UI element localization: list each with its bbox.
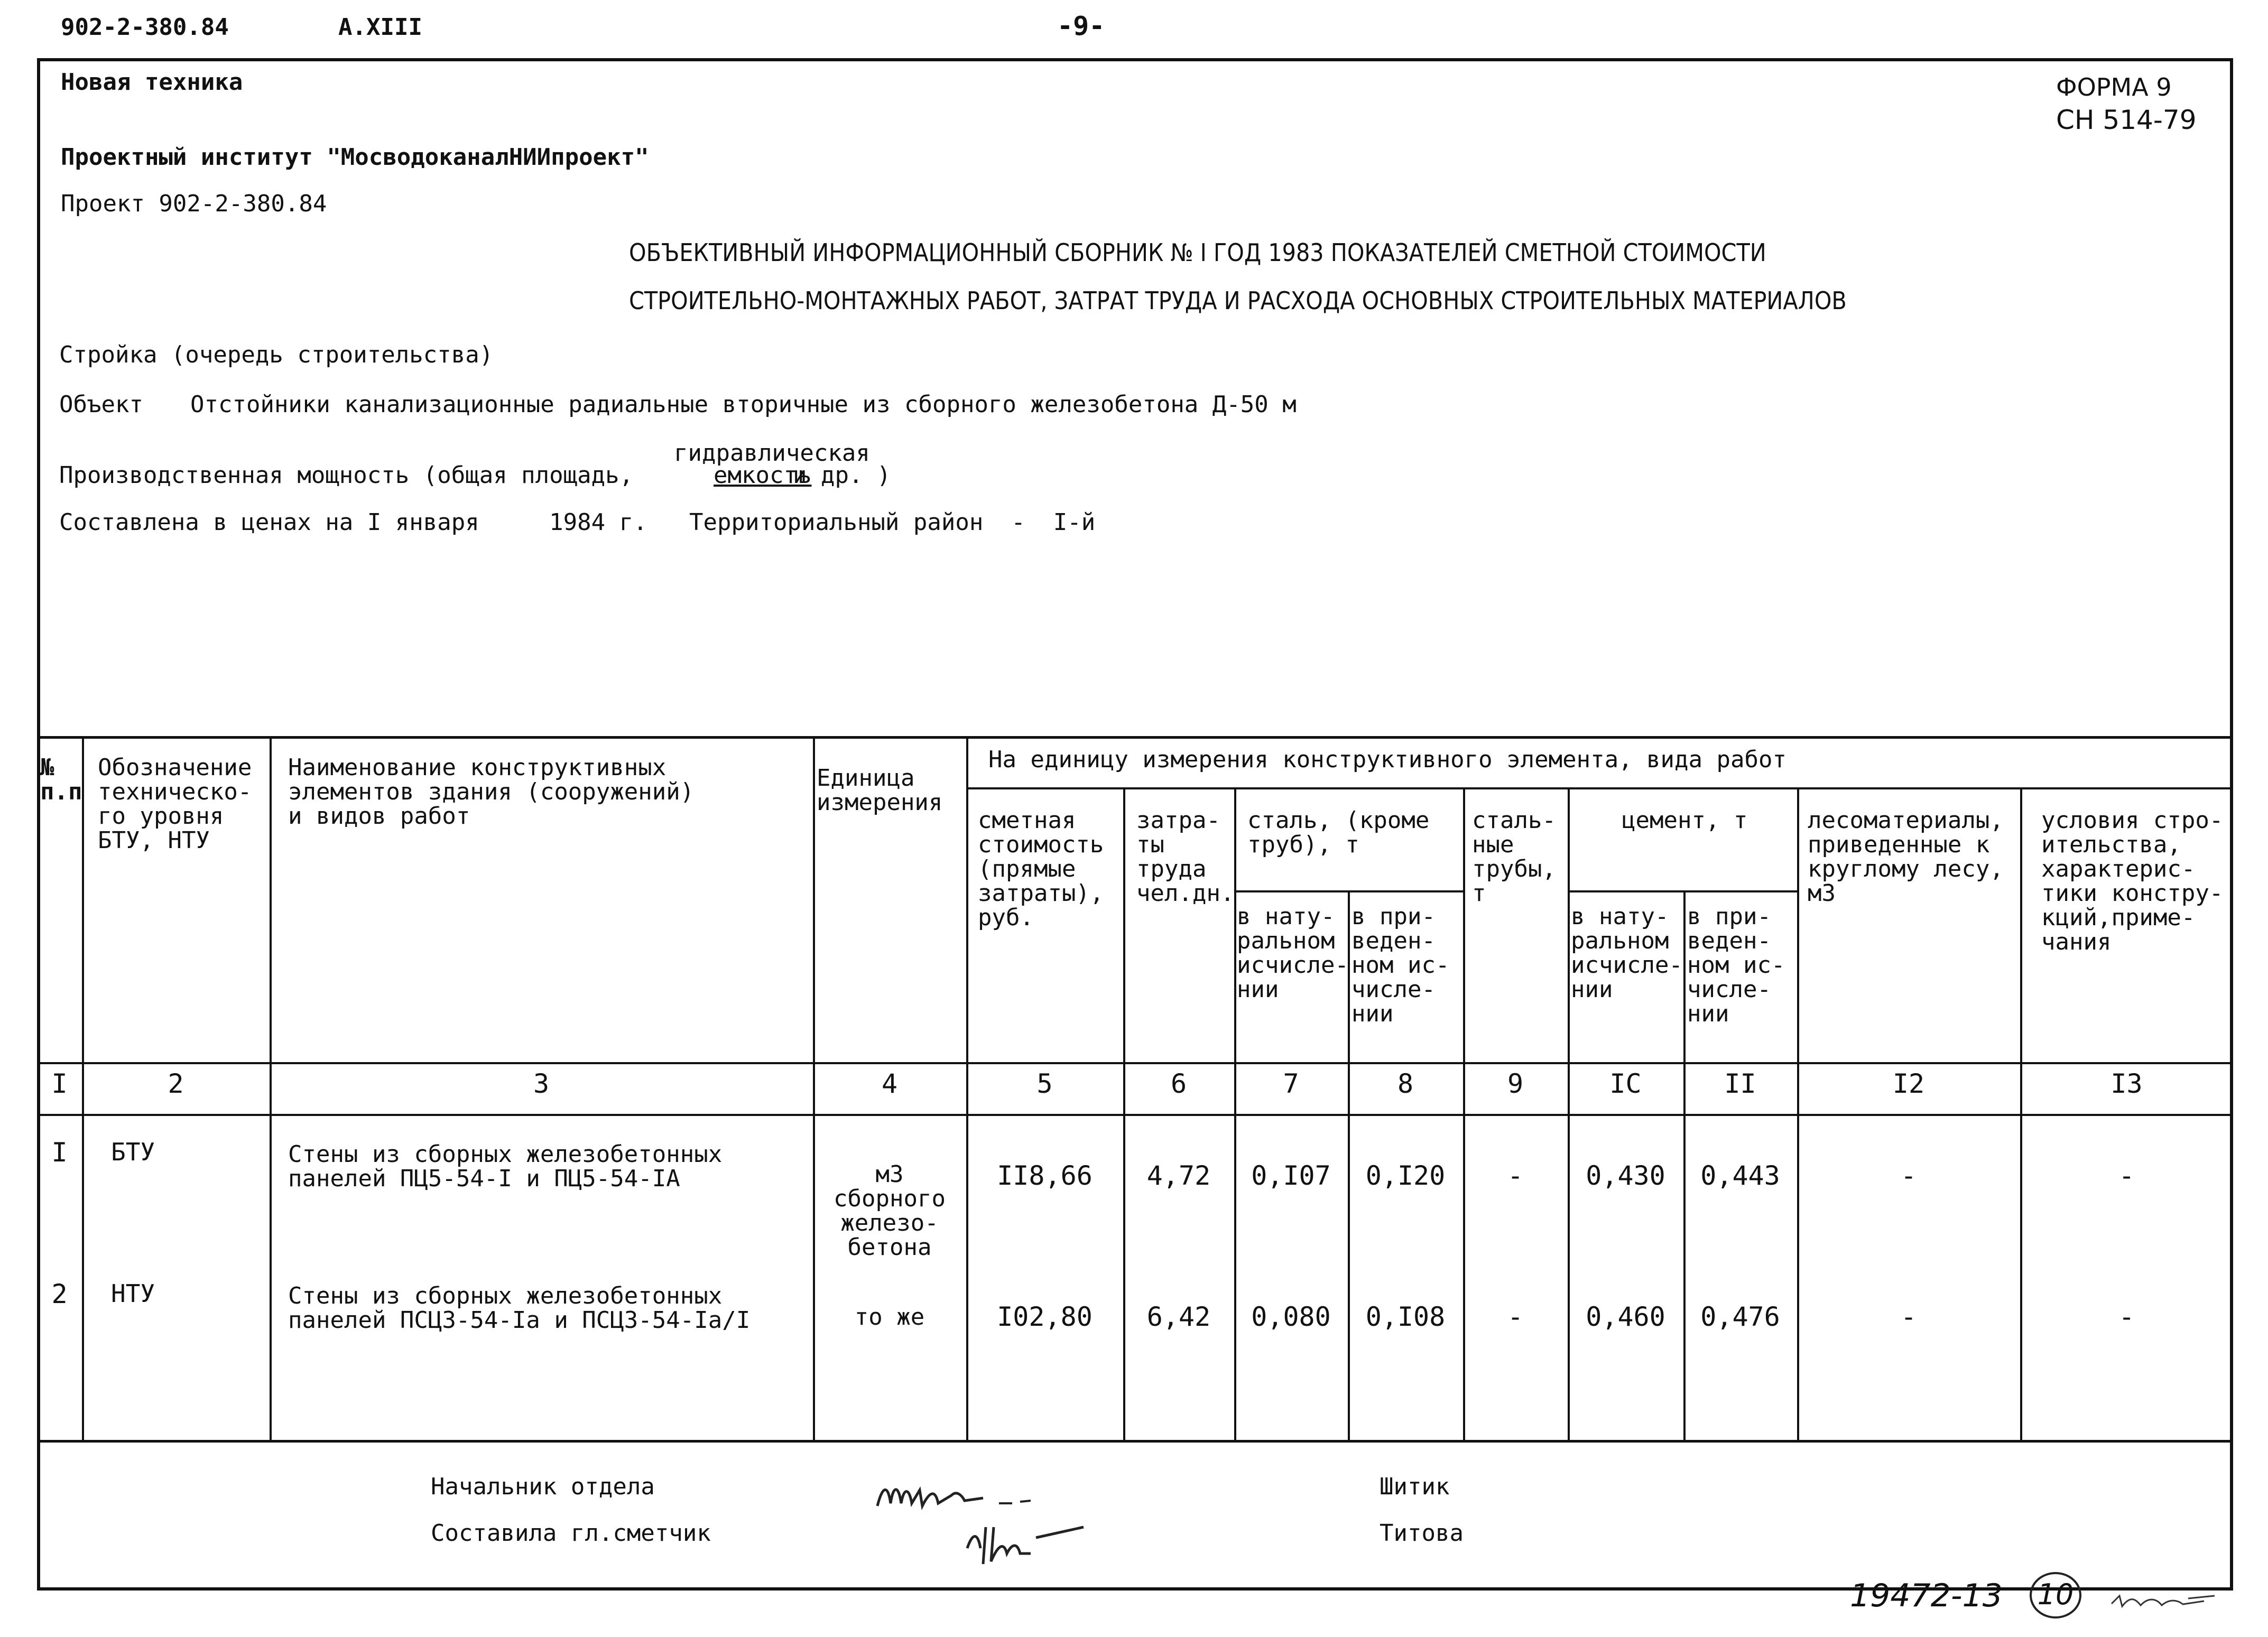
col-number: IC — [1609, 1068, 1642, 1099]
col-number: 6 — [1170, 1068, 1187, 1099]
table-row-2-n: 2 — [51, 1279, 68, 1309]
col-header-steel: сталь, (кроме труб), т — [1247, 807, 1430, 858]
col-header-steel-nat: в нату- ральном исчисле- нии — [1237, 903, 1349, 1003]
col-rule-9 — [1568, 787, 1570, 1441]
title-line-1: ОБЪЕКТИВНЫЙ ИНФОРМАЦИОННЫЙ СБОРНИК № I ГОД 1983 ПОКАЗАТЕЛЕЙ СМЕТНОЙ СТОИМОСТИ — [629, 238, 1766, 267]
site-line: Стройка (очередь строительства) — [59, 341, 494, 368]
table-row-2-cost: I02,80 — [997, 1301, 1093, 1332]
col-header-labor: затра- ты труда чел.дн. — [1136, 807, 1235, 907]
object-value: Отстойники канализационные радиальные вторичные из сборного железобетона Д-50 м — [190, 391, 1297, 418]
table-row-1-unit: м3 сборного железо- бетона — [834, 1161, 946, 1261]
col-header-cement-nat: в нату- ральном исчисле- нии — [1571, 903, 1683, 1003]
col-header-pipes: сталь- ные трубы, т — [1472, 807, 1556, 907]
col-header-steel-red: в при- веден- ном ис- числе- нии — [1351, 903, 1450, 1027]
col-header-unit: Единица измерения — [817, 765, 943, 816]
capacity-prefix: Производственная мощность (общая площадь, — [59, 462, 634, 489]
group-header-rule — [967, 787, 2233, 789]
page-number: -9- — [1057, 11, 1105, 41]
col-rule-12 — [2020, 787, 2022, 1441]
table-row-2-pipes: - — [1507, 1301, 1524, 1332]
col-number: I3 — [2110, 1068, 2143, 1099]
col-header-name: Наименование конструктивных элементов здания (сооружений) и видов работ — [288, 754, 695, 830]
table-row-2-labor: 6,42 — [1146, 1301, 1211, 1332]
table-row-1-steel-nat: 0,I07 — [1251, 1160, 1331, 1191]
col-header-cement-red: в при- веден- ном ис- числе- нии — [1687, 903, 1785, 1027]
col-number: 8 — [1397, 1068, 1414, 1099]
table-row-1-cost: II8,66 — [997, 1160, 1093, 1191]
capacity-suffix: и др. ) — [793, 462, 891, 489]
form-norm: СН 514-79 — [2056, 105, 2197, 135]
table-row-1-labor: 4,72 — [1146, 1160, 1211, 1191]
col-rule-11 — [1797, 787, 1799, 1441]
archive-stamp-circle: 10 — [2030, 1572, 2081, 1619]
col-header-notes: условия стро- ительства, характерис- тики констру- кций,приме- чания — [2041, 807, 2224, 955]
project-code-top: 902-2-380.84 — [61, 14, 229, 41]
table-row-2-timber: - — [1900, 1301, 1917, 1332]
table-row-1-name: Стены из сборных железобетонных панелей ПЦ5-54-I и ПЦ5-54-IА — [288, 1141, 723, 1192]
col-header-group: На единицу измерения конструктивного элемента, вида работ — [988, 746, 1786, 773]
col-number: 2 — [168, 1068, 184, 1099]
table-row-2-cement-red: 0,476 — [1700, 1301, 1780, 1332]
table-row-1-notes: - — [2118, 1160, 2135, 1191]
title-line-2: СТРОИТЕЛЬНО-МОНТАЖНЫХ РАБОТ, ЗАТРАТ ТРУДА И РАСХОДА ОСНОВНЫХ СТРОИТЕЛЬНЫХ МАТЕРИАЛОВ — [629, 286, 1847, 315]
col-header-cement: цемент, т — [1622, 807, 1748, 834]
signature-name-head: Шитик — [1380, 1473, 1450, 1500]
signature-role-head: Начальник отдела — [431, 1473, 655, 1500]
object-label: Объект — [59, 391, 143, 418]
col-header-level: Обозначение техническо- го уровня БТУ, НТУ — [98, 754, 252, 854]
col-number: 5 — [1036, 1068, 1053, 1099]
project-line: Проект 902-2-380.84 — [61, 190, 327, 217]
col-rule-8 — [1463, 787, 1465, 1441]
handwritten-signatures — [872, 1474, 1136, 1580]
col-number: II — [1724, 1068, 1756, 1099]
col-number: 4 — [881, 1068, 898, 1099]
form-label: ФОРМА 9 — [2056, 73, 2172, 101]
archive-stamp: 19472-13 — [1850, 1577, 2003, 1614]
col-number: 7 — [1283, 1068, 1299, 1099]
table-row-2-notes: - — [2118, 1301, 2135, 1332]
table-row-1-n: I — [51, 1137, 68, 1168]
handwritten-note — [2109, 1585, 2225, 1617]
col-rule-5 — [1123, 787, 1125, 1441]
table-row-1-level: БТУ — [111, 1138, 155, 1166]
album-label: А.XIII — [338, 14, 422, 41]
header-bottom-rule — [37, 1062, 2233, 1064]
table-row-2-unit: то же — [854, 1304, 925, 1331]
signature-role-estimator: Составила гл.сметчик — [431, 1520, 711, 1547]
prices-line: Составлена в ценах на I января 1984 г. Территориальный район - I-й — [59, 509, 1096, 536]
numbers-bottom-rule — [37, 1114, 2233, 1116]
table-row-1-cement-nat: 0,430 — [1586, 1160, 1665, 1191]
new-tech-label: Новая техника — [61, 69, 243, 96]
col-header-timber: лесоматериалы, приведенные к круглому лесу, м3 — [1808, 807, 2004, 907]
table-row-2-steel-red: 0,I08 — [1365, 1301, 1446, 1332]
table-row-2-steel-nat: 0,080 — [1251, 1301, 1331, 1332]
col-number: 3 — [533, 1068, 550, 1099]
capacity-above: гидравлическая — [674, 440, 870, 467]
table-row-2-name: Стены из сборных железобетонных панелей ПСЦЗ-54-Iа и ПСЦЗ-54-Iа/I — [288, 1282, 751, 1334]
table-row-1-pipes: - — [1507, 1160, 1524, 1191]
col-number: I2 — [1892, 1068, 1925, 1099]
table-row-2-cement-nat: 0,460 — [1586, 1301, 1665, 1332]
table-row-2-level: НТУ — [111, 1279, 155, 1308]
col-header-n: № п.п — [40, 754, 82, 805]
col-number: I — [51, 1068, 68, 1099]
col-number: 9 — [1507, 1068, 1524, 1099]
table-row-1-timber: - — [1900, 1160, 1917, 1191]
table-bottom-rule — [37, 1440, 2233, 1443]
institute-line: Проектный институт "МосводоканалНИИпроект" — [61, 144, 649, 171]
capacity-underlined: емкость — [714, 462, 812, 489]
table-top-rule — [37, 736, 2233, 739]
table-row-1-cement-red: 0,443 — [1700, 1160, 1780, 1191]
signature-name-estimator: Титова — [1380, 1520, 1464, 1547]
col-header-cost: сметная стоимость (прямые затраты), руб. — [978, 807, 1104, 931]
table-row-1-steel-red: 0,I20 — [1365, 1160, 1446, 1191]
col-rule-6 — [1234, 787, 1236, 1441]
